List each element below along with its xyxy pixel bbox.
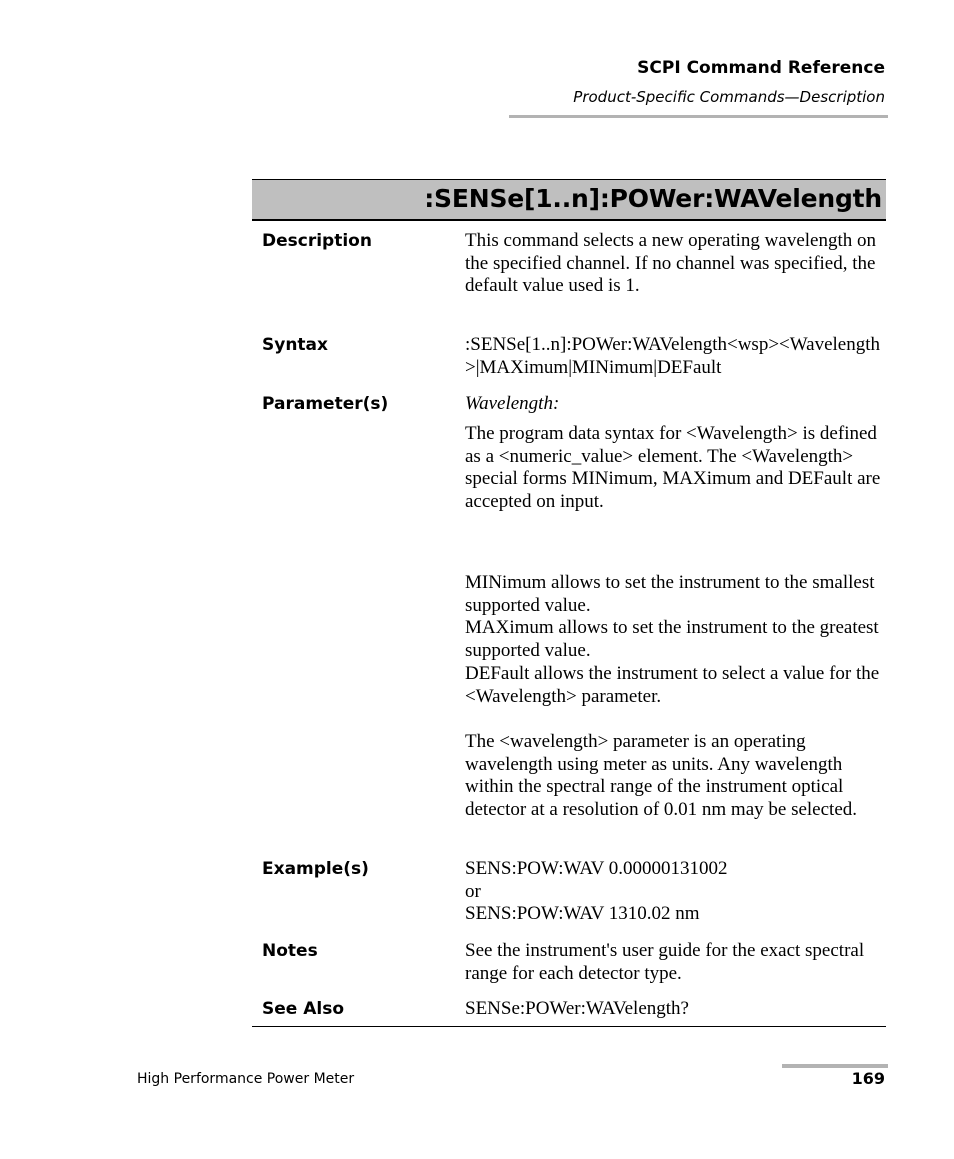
minimum-text: MINimum allows to set the instrument to the smallest supported value. <box>465 572 875 616</box>
notes-label: Notes <box>262 941 318 961</box>
see-also-link[interactable]: SENSe:POWer:WAVelength? <box>465 998 689 1019</box>
syntax-text: :SENSe[1..n]:POWer:WAVelength<wsp><Wavelength>|MAXimum|MINimum|DEFault <box>465 334 881 378</box>
parameters-label: Parameter(s) <box>262 394 389 414</box>
examples-label: Example(s) <box>262 859 369 879</box>
see-also-label: See Also <box>262 999 345 1019</box>
maximum-text: MAXimum allows to set the instrument to the greatest supported value. <box>465 617 879 662</box>
examples-text <box>465 858 885 926</box>
parameter-special-forms <box>465 572 885 708</box>
example-line: SENS:POW:WAV 1310.02 nm <box>465 903 700 925</box>
example-separator: or <box>465 880 481 902</box>
header-rule <box>509 115 888 118</box>
parameter-syntax-text: The program data syntax for <Wavelength> is defined as a <numeric_value> element. The <Wavelength> special forms MINimum, MAXimum and DEFault are accepted on input. <box>465 423 881 513</box>
example-line: SENS:POW:WAV 0.00000131002 <box>465 858 728 879</box>
command-title-bar <box>252 179 886 221</box>
syntax-label: Syntax <box>262 335 328 355</box>
notes-text: See the instrument's user guide for the exact spectral range for each detector type. <box>465 940 865 984</box>
footer-product-name: High Performance Power Meter <box>137 1071 355 1087</box>
description-text: This command selects a new operating wavelength on the specified channel. If no channel was specified, the default value used is 1. <box>465 230 877 297</box>
description-label: Description <box>262 231 372 251</box>
command-title: :SENSe[1..n]:POWer:WAVelength <box>424 184 882 213</box>
default-text: DEFault allows the instrument to select a value for the <Wavelength> parameter. <box>465 662 880 707</box>
running-header-title: SCPI Command Reference <box>637 58 885 78</box>
parameter-units-text: The <wavelength> parameter is an operating wavelength using meter as units. Any wavelength within the spectral range of the instrument optical detector at a resolution of 0.01 nm may be selected. <box>465 731 858 821</box>
table-bottom-rule <box>252 1026 886 1027</box>
running-header-subtitle: Product-Specific Commands—Description <box>573 88 885 106</box>
footer-rule <box>782 1064 888 1068</box>
page-number: 169 <box>851 1069 885 1088</box>
parameter-name: Wavelength: <box>465 393 560 414</box>
